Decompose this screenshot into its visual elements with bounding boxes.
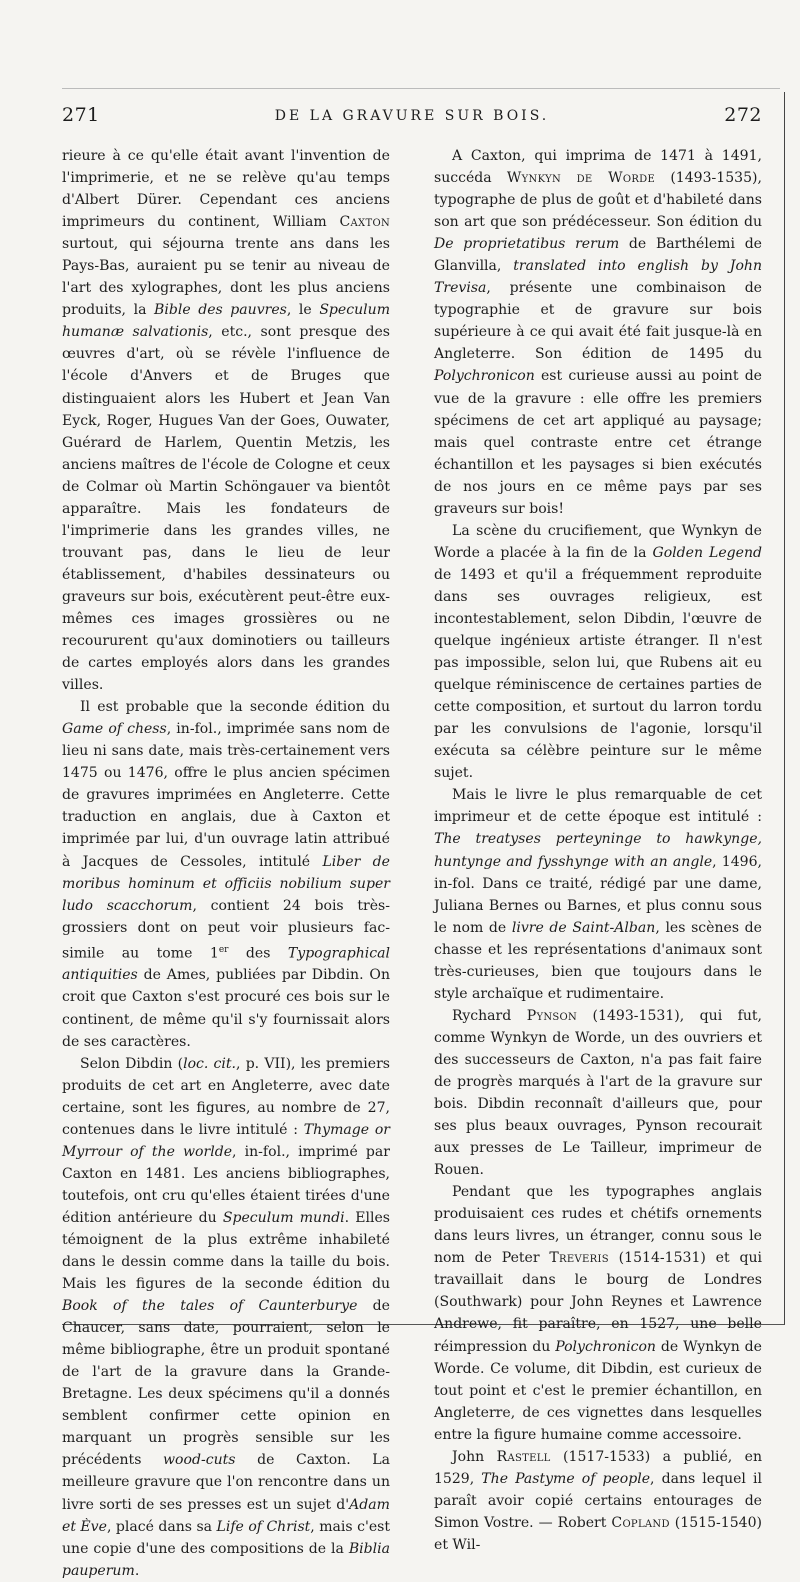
page-number-right: 272 bbox=[724, 104, 762, 126]
paragraph: A Caxton, qui imprima de 1471 à 1491, succéda Wynkyn de Worde (1493-1535), typographe de plus de goût et d'habileté dans son art que son prédécesseur. Son édition du De proprietatibus rerum de Barthélemi de Glanvilla, translated into english by John Trevisa, présente une combinaison de typographie et de gravure sur bois supérieure à ce qui avait été fait jusque-là en Angleterre. Son édition de 1495 du Polychronicon est curieuse aussi au point de vue de la gravure : elle offre les premiers spécimens de cet art appliqué au paysage; mais quel contraste entre cet étrange échantillon et les paysages si bien exécutés de nos jours en ce même pays par ses graveurs sur bois! bbox=[434, 148, 762, 517]
paragraph: John Rastell (1517-1533) a publié, en 1529, The Pastyme of people, dans lequel il paraît avoir copié certains entourages de Simon Vostre. — Robert Copland (1515-1540) et Wil- bbox=[434, 1448, 763, 1553]
page-header bbox=[62, 104, 762, 134]
paragraph: Rychard Pynson (1493-1531), qui fut, comme Wynkyn de Worde, un des ouvriers et des successeurs de Caxton, n'a pas fait faire de progrès marqués à l'art de la gravure sur bois. Dibdin reconnaît d'ailleurs que, pour ses plus beaux ouvrages, Pynson recourait aux presses de Le Tailleur, imprimeur de Rouen. bbox=[434, 1007, 762, 1179]
right-column bbox=[434, 145, 762, 1556]
paragraph: Mais le livre le plus remarquable de cet imprimeur et de cette époque est intitulé : The treatyses perteyninge to hawkynge, huntynge and fysshynge with an angle, 1496, in-fol. Dans ce traité, rédigé par une dame, Juliana Bernes ou Barnes, et plus connu sous le nom de livre de Saint-Alban, les scènes de chasse et les représentations d'animaux sont très-curieuses, bien que toujours dans le style archaïque et rudimentaire. bbox=[434, 787, 763, 1002]
running-title: DE LA GRAVURE SUR BOIS. bbox=[274, 108, 550, 124]
paragraph: Selon Dibdin (loc. cit., p. VII), les premiers produits de cet art en Angleterre, avec date certaine, sont les figures, au nombre de 27, contenues dans le livre intitulé : Thymage or Myrrour of the worlde, in-fol., imprimé par Caxton en 1481. Les anciens bibliographes, toutefois, ont cru qu'elles étaient tirées d'une édition antérieure du Speculum mundi. Elles témoignent de la plus extrême inhabileté dans le dessin comme dans la taille du bois. Mais les figures de la seconde édition du Book of the tales of Caunterburye de Chaucer, sans date, pourraient, selon le même bibliographe, être un produit spontané de l'art de la gravure dans la Grande-Bretagne. Les deux spécimens qu'il a donnés semblent confirmer cette opinion en marquant un progrès sensible sur les précédents wood-cuts de Caxton. La meilleure gravure que l'on rencontre dans un livre sorti de ses presses est un sujet d'Adam et Ève, placé dans sa Life of Christ, mais c'est une copie d'une des compositions de la Biblia pauperum. bbox=[62, 1055, 391, 1579]
paragraph: rieure à ce qu'elle était avant l'invention de l'imprimerie, et ne se relève qu'au temps d'Albert Dürer. Cependant ces anciens imprimeurs du continent, William Caxton surtout, qui séjourna trente ans dans les Pays-Bas, auraient pu se tenir au niveau de l'art des xylographes, dont les plus anciens produits, la Bible des pauvres, le Speculum humanæ salvationis, etc., sont presque des œuvres d'art, où se révèle l'influence de l'école d'Anvers et de Bruges que distinguaient alors les Hubert et Jean Van Eyck, Roger, Hugues Van der Goes, Ouwater, Guérard de Harlem, Quentin Metzis, les anciens maîtres de l'école de Cologne et ceux de Colmar où Martin Schöngauer va bientôt apparaître. Mais les fondateurs de l'imprimerie dans les grandes villes, ne trouvant pas, dans le lieu de leur établissement, d'habiles dessinateurs ou graveurs sur bois, exécutèrent peut-être eux-mêmes ces images grossières ou ne recoururent qu'aux dominotiers ou tailleurs de cartes employés alors dans les grandes villes. bbox=[62, 148, 391, 694]
paragraph: La scène du crucifiement, que Wynkyn de Worde a placée à la fin de la Golden Legend de 1493 et qu'il a fréquemment reproduite dans ses ouvrages religieux, est incontestablement, selon Dibdin, l'œuvre de quelque ingénieux artiste étranger. Il n'est pas impossible, selon lui, que Rubens ait eu quelque réminiscence de certaines parties de cette composition, et surtout du larron tordu par les convulsions de l'agonie, lorsqu'il exécuta sa célèbre peinture sur le même sujet. bbox=[434, 522, 762, 782]
paragraph: Pendant que les typographes anglais produisaient ces rudes et chétifs ornements dans leurs livres, un étranger, connu sous le nom de Peter Treveris (1514-1531) et qui travaillait dans le bourg de Londres (Southwark) pour John Reynes et Lawrence Andrewe, fit paraître, en 1527, une belle réimpression du Polychronicon de Wynkyn de Worde. Ce volume, dit Dibdin, est curieux de tout point et c'est le premier échantillon, en Angleterre, de ces vignettes dans lesquelles entre la figure humaine comme accessoire. bbox=[434, 1184, 762, 1443]
left-column bbox=[62, 145, 390, 1582]
page-number-left: 271 bbox=[62, 104, 100, 126]
frame-top-rule bbox=[62, 88, 780, 89]
paragraph: Il est probable que la seconde édition du Game of chess, in-fol., imprimée sans nom de lieu ni sans date, mais très-certainement vers 1475 ou 1476, offre le plus ancien spécimen de gravures imprimées en Angleterre. Cette traduction en anglais, due à Caxton et imprimée par lui, d'un ouvrage latin attribué à Jacques de Cessoles, intitulé Liber de moribus hominum et officiis nobilium super ludo scacchorum, contient 24 bois très-grossiers dont on peut voir plusieurs fac-simile au tome 1er des Typographical antiquities de Ames, publiées par Dibdin. On croit que Caxton s'est procuré ces bois sur le continent, de même qu'il s'y fournissait alors de ses caractères. bbox=[62, 699, 390, 1050]
